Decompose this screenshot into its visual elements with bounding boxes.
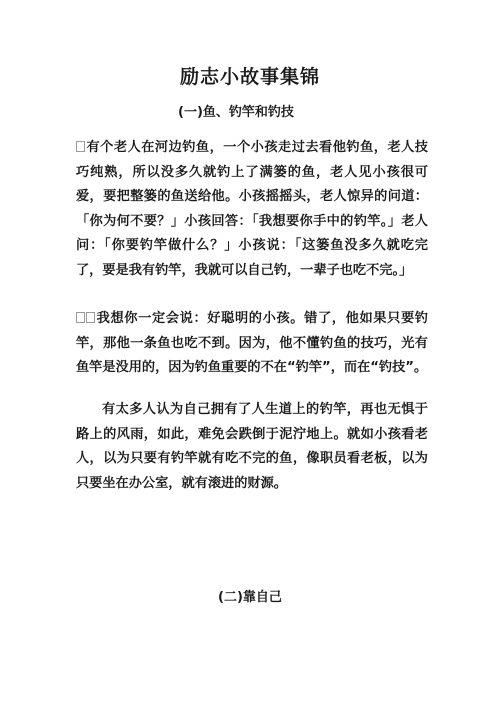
section-heading-1: (一)鱼、钓竿和钓技 [178,105,294,120]
missing-glyph-icon [76,312,85,323]
missing-glyph-icon [86,312,95,323]
paragraph-1 [76,136,428,284]
missing-glyph-icon [76,141,85,152]
paragraph-2 [76,307,428,381]
paragraph-1-text: 有个老人在河边钓鱼，一个小孩走过去看他钓鱼，老人技巧纯熟，所以没多久就钓上了满篓的鱼，老人见小孩很可爱，要把整篓的鱼送给他。小孩摇摇头，老人惊异的问道：「你为何不要？」小孩回答：「我想要你手中的钓竿。」老人问：「你要钓竿做什么？」小孩说：「这篓鱼没多久就吃完了，要是我有钓竿，我就可以自己钓，一辈子也吃不完。」 [76,140,428,278]
paragraph-3: 有太多人认为自己拥有了人生道上的钓竿，再也无惧于路上的风雨，如此，难免会跌倒于泥泞地上。就如小孩看老人，以为只要有钓竿就有吃不完的鱼，像职员看老板，以为只要坐在办公室，就有滚进的财源。 [76,402,428,491]
document-title: 励志小故事集锦 [179,66,320,88]
paragraph-2-text: 我想你一定会说：好聪明的小孩。错了，他如果只要钓竿，那他一条鱼也吃不到。因为，他不懂钓鱼的技巧，光有鱼竿是没用的，因为钓鱼重要的不在“钓竿”，而在“钓技”。 [76,311,428,376]
section-heading-2: (二)靠自己 [218,590,282,605]
